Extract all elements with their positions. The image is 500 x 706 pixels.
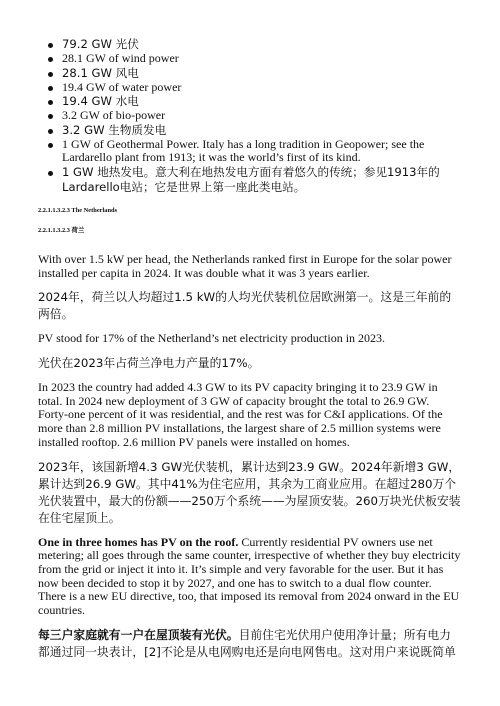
list-item: 19.4 GW 水电 — [62, 94, 462, 109]
paragraph-lead: One in three homes has PV on the roof. — [38, 534, 239, 549]
bullet-icon — [48, 129, 53, 134]
list-item: 1 GW 地热发电。意大利在地热发电方面有着悠久的传统；参见1913年的Lardarello电站；它是世界上第一座此类电站。 — [62, 165, 462, 195]
paragraph-zh: 2024年，荷兰以人均超过1.5 kW的人均光伏装机位居欧洲第一。这是三年前的两倍。 — [38, 290, 452, 322]
list-item: 1 GW of Geothermal Power. Italy has a long tradition in Geopower; see the Lardarello plant from 1913; it was the world’s first of its kind. — [62, 138, 462, 165]
section-heading-zh: 2.2.1.1.3.2.3 荷兰 — [38, 226, 85, 234]
paragraph-zh: 2023年，该国新增4.3 GW光伏装机，累计达到23.9 GW。2024年新增3 GW，累计达到26.9 GW。其中41%为住宅应用，其余为工商业应用。在超过280万个光伏装置中，最大的份额——250万个系统——为屋顶安装。260万块光伏板安装在住宅屋顶上。 — [38, 459, 461, 525]
paragraph-lead: 每三户家庭就有一户在屋顶装有光伏。 — [38, 627, 239, 642]
bullet-icon — [48, 86, 53, 91]
paragraph-en: In 2023 the country had added 4.3 GW to its PV capacity bringing it to 23.9 GW in total. In 2024 new deployment of 3 GW of capacity brought the total to 26.9 GW. Forty-one percent of it was residential, and the rest was for C&I applications. Of the more than 2.8 million PV installations, the largest share of 2.5 million systems were installed rooftop. 2.6 million PV panels were installed on homes. — [38, 380, 443, 449]
list-item: 3.2 GW 生物质发电 — [62, 123, 462, 138]
list-item: 3.2 GW of bio-power — [62, 109, 462, 123]
bullet-icon — [48, 114, 53, 119]
paragraph-zh: 光伏在2023年占荷兰净电力产量的17%。 — [38, 356, 260, 371]
list-item: 79.2 GW 光伏 — [62, 37, 462, 52]
paragraph-zh — [38, 627, 462, 661]
generation-list — [38, 37, 462, 195]
bullet-icon — [48, 143, 53, 148]
paragraph-body: Currently residential PV owners use net metering; all goes through the same counter, irrespective of whether they buy electricity from the grid or inject it into it. It’s simple and very favorable for the user. But it has now been decided to stop it by 2027, and one has to switch to a dual flow counter. There is a new EU directive, too, that imposed its removal from 2024 onward in the EU countries. — [38, 534, 461, 618]
bullet-icon — [48, 171, 53, 176]
paragraph-en: With over 1.5 kW per head, the Netherlands ranked first in Europe for the solar power installed per capita in 2024. It was double what it was 3 years earlier. — [38, 251, 452, 280]
bullet-icon — [48, 100, 53, 105]
paragraph-en: PV stood for 17% of the Netherland’s net electricity production in 2023. — [38, 331, 386, 346]
bullet-icon — [48, 57, 53, 62]
bullet-icon — [48, 72, 53, 77]
paragraph-en — [38, 536, 462, 618]
section-heading-en: 2.2.1.1.3.2.3 The Netherlands — [38, 206, 118, 214]
list-item: 28.1 GW 风电 — [62, 66, 462, 81]
list-item: 28.1 GW of wind power — [62, 52, 462, 66]
list-item: 19.4 GW of water power — [62, 81, 462, 95]
paragraph-body: 目前住宅光伏用户使用净计量；所有电力都通过同一块表计，[2]不论是从电网购电还是向电网售电。这对用户来说既简单 — [38, 627, 456, 659]
bullet-icon — [48, 43, 53, 48]
